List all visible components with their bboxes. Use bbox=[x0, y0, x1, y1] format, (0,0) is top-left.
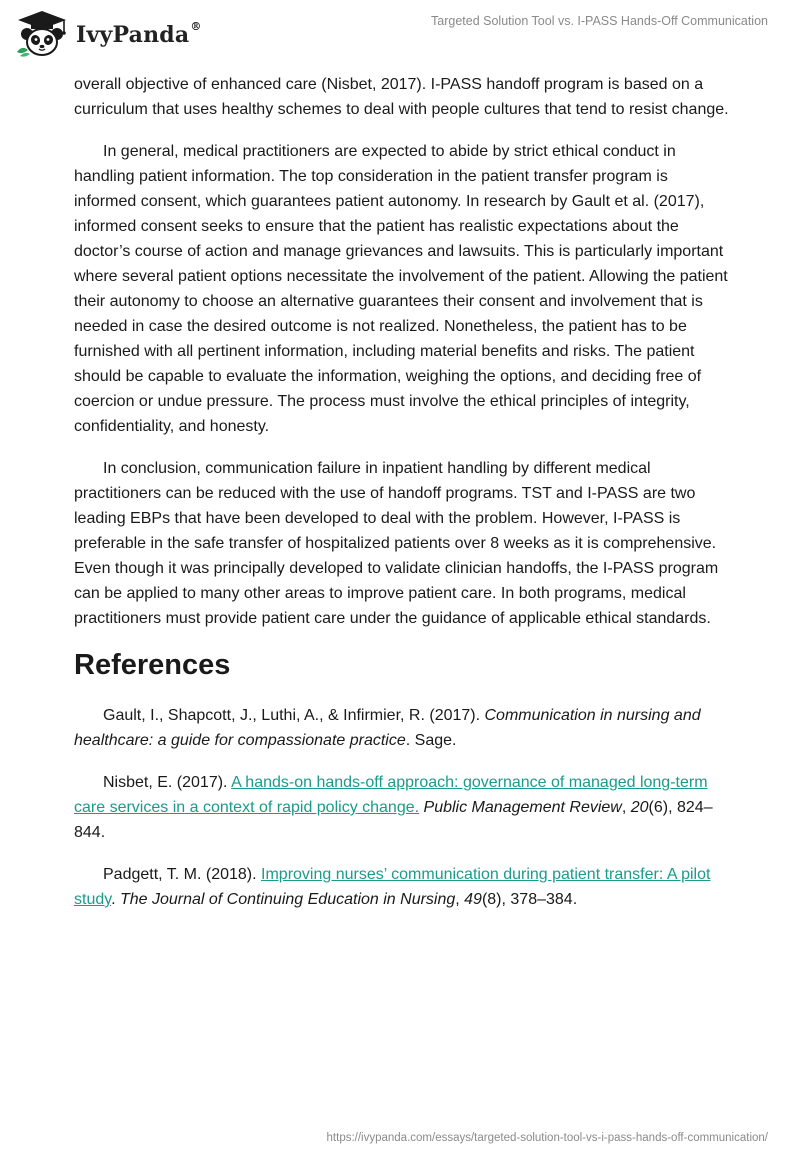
reference-period: . bbox=[111, 891, 120, 908]
paragraph-ethics: In general, medical practitioners are expected to abide by strict ethical conduct in handling patient information. The top consideration in the patient transfer program is informed consent, which guarantees patient autonomy. In research by Gault et al. (2017), informed consent seeks to ensure that the patient has realistic expectations about the doctor’s course of action and manage grievances and lawsuits. This is particularly important where several patient options necessitate the involvement of the patient. Allowing the patient their autonomy to choose an alternative guarantees their consent and involvement that is needed in case the desired outcome is not realized. Nonetheless, the patient has to be furnished with all pertinent information, including material benefits and risks. The patient should be capable to evaluate the information, weighing the options, and deciding free of coercion or undue pressure. The process must involve the ethical principles of integrity, confidentiality, and honesty. bbox=[74, 143, 728, 435]
essay-content bbox=[74, 72, 730, 929]
document-title: Targeted Solution Tool vs. I-PASS Hands-Off Communication bbox=[431, 14, 768, 28]
registered-mark: ® bbox=[190, 20, 202, 33]
reference-publisher: . Sage. bbox=[405, 732, 457, 749]
reference-authors: Nisbet, E. (2017). bbox=[103, 774, 232, 791]
brand-name-text: IvyPanda bbox=[76, 22, 190, 48]
ivypanda-logo[interactable] bbox=[14, 8, 202, 58]
reference-volume: 49 bbox=[464, 891, 482, 908]
reference-padgett bbox=[74, 862, 730, 912]
reference-gault bbox=[74, 703, 730, 753]
panda-graduate-icon bbox=[14, 8, 70, 58]
reference-comma: , bbox=[455, 891, 465, 908]
reference-nisbet bbox=[74, 770, 730, 845]
reference-comma: , bbox=[621, 799, 631, 816]
reference-journal: Public Management Review bbox=[423, 799, 622, 816]
reference-journal: The Journal of Continuing Education in Nursing bbox=[119, 891, 456, 908]
brand-name bbox=[76, 22, 202, 48]
footer-source-url: https://ivypanda.com/essays/targeted-solution-tool-vs-i-pass-hands-off-communication/ bbox=[326, 1132, 768, 1144]
reference-book-title: Communication in nursing and healthcare: a guide for compassionate practice bbox=[74, 707, 701, 749]
page-header bbox=[0, 0, 800, 70]
reference-link-padgett[interactable]: Improving nurses’ communication during patient transfer: A pilot study bbox=[74, 866, 711, 908]
reference-pages: (8), 378–384. bbox=[481, 891, 578, 908]
reference-authors: Padgett, T. M. (2018). bbox=[103, 866, 262, 883]
reference-pages: (6), 824–844. bbox=[74, 799, 713, 841]
references-heading: References bbox=[74, 649, 231, 681]
paragraph-conclusion: In conclusion, communication failure in inpatient handling by different medical practitioners can be reduced with the use of handoff programs. TST and I-PASS are two leading EBPs that have been developed to deal with the problem. However, I-PASS is preferable in the safe transfer of hospitalized patients over 8 weeks as it is comprehensive. Even though it was principally developed to validate clinician handoffs, the I-PASS program can be applied to many other areas to improve patient care. In both programs, medical practitioners must provide patient care under the guidance of applicable ethical standards. bbox=[74, 460, 719, 627]
reference-authors: Gault, I., Shapcott, J., Luthi, A., & Infirmier, R. (2017). bbox=[103, 707, 485, 724]
paragraph-continuation: overall objective of enhanced care (Nisbet, 2017). I-PASS handoff program is based on a curriculum that uses healthy schemes to deal with people cultures that tend to resist change. bbox=[74, 76, 729, 118]
reference-link-nisbet[interactable]: A hands-on hands-off approach: governance of managed long-term care services in a context of rapid policy change. bbox=[74, 774, 708, 816]
reference-volume: 20 bbox=[630, 799, 649, 816]
